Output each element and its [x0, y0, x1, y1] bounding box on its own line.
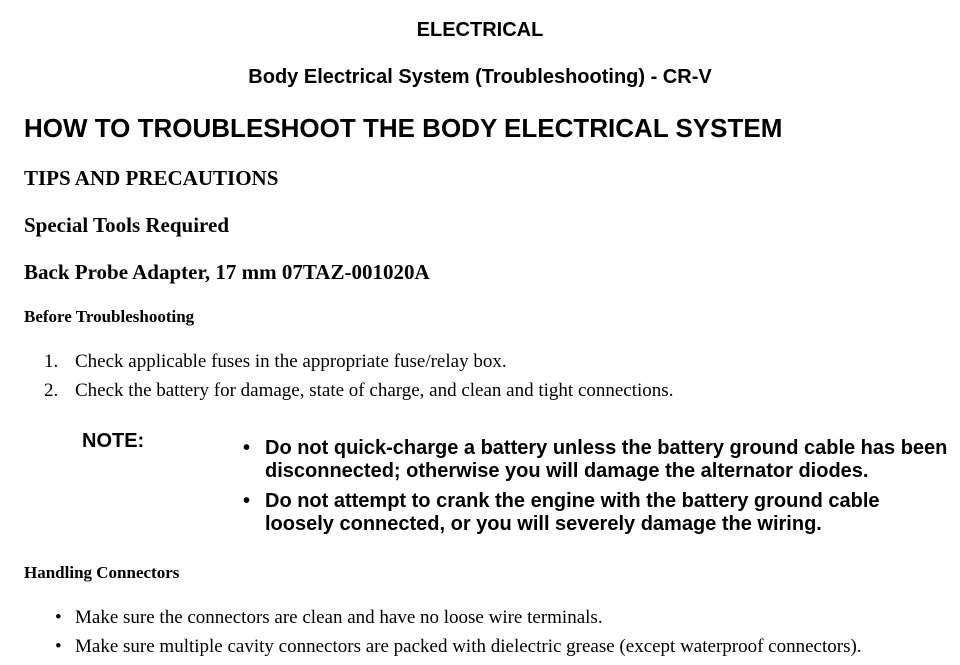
list-item — [0, 380, 960, 409]
tool-item: Back Probe Adapter, 17 mm 07TAZ-001020A — [24, 260, 430, 284]
note-text: Do not quick-charge a battery unless the battery ground cable has been disconnected; otherwise you will damage the alternator diodes. — [265, 437, 948, 482]
handling-list — [0, 607, 960, 665]
before-steps-list — [0, 351, 960, 409]
note-text: Do not attempt to crank the engine with the battery ground cable loosely connected, or you will severely damage the wiring. — [265, 490, 880, 535]
note-list — [240, 437, 950, 543]
document-subtitle: Body Electrical System (Troubleshooting) - CR-V — [248, 66, 712, 88]
handling-connectors-heading: Handling Connectors — [24, 563, 180, 582]
page-title: HOW TO TROUBLESHOOT THE BODY ELECTRICAL SYSTEM — [24, 113, 783, 143]
section-title: ELECTRICAL — [416, 19, 544, 41]
list-item — [0, 351, 960, 380]
special-tools-heading: Special Tools Required — [24, 213, 229, 237]
step-text: Check the battery for damage, state of charge, and clean and tight connections. — [75, 380, 674, 401]
before-troubleshooting-heading: Before Troubleshooting — [24, 307, 195, 326]
list-item — [0, 607, 960, 636]
step-number: 2. — [44, 380, 59, 401]
handling-text: Make sure the connectors are clean and have no loose wire terminals. — [75, 607, 603, 628]
note-label: NOTE: — [82, 430, 145, 452]
tips-heading: TIPS AND PRECAUTIONS — [24, 166, 279, 190]
bullet-icon: • — [55, 607, 62, 628]
bullet-icon: • — [55, 636, 62, 657]
note-item — [240, 437, 950, 483]
bullet-icon: • — [243, 490, 251, 512]
note-item — [240, 490, 950, 536]
step-text: Check applicable fuses in the appropriate fuse/relay box. — [75, 351, 507, 372]
bullet-icon: • — [243, 437, 251, 459]
step-number: 1. — [44, 351, 59, 372]
handling-text: Make sure multiple cavity connectors are packed with dielectric grease (except waterproof connectors). — [75, 636, 862, 657]
list-item — [0, 636, 960, 665]
